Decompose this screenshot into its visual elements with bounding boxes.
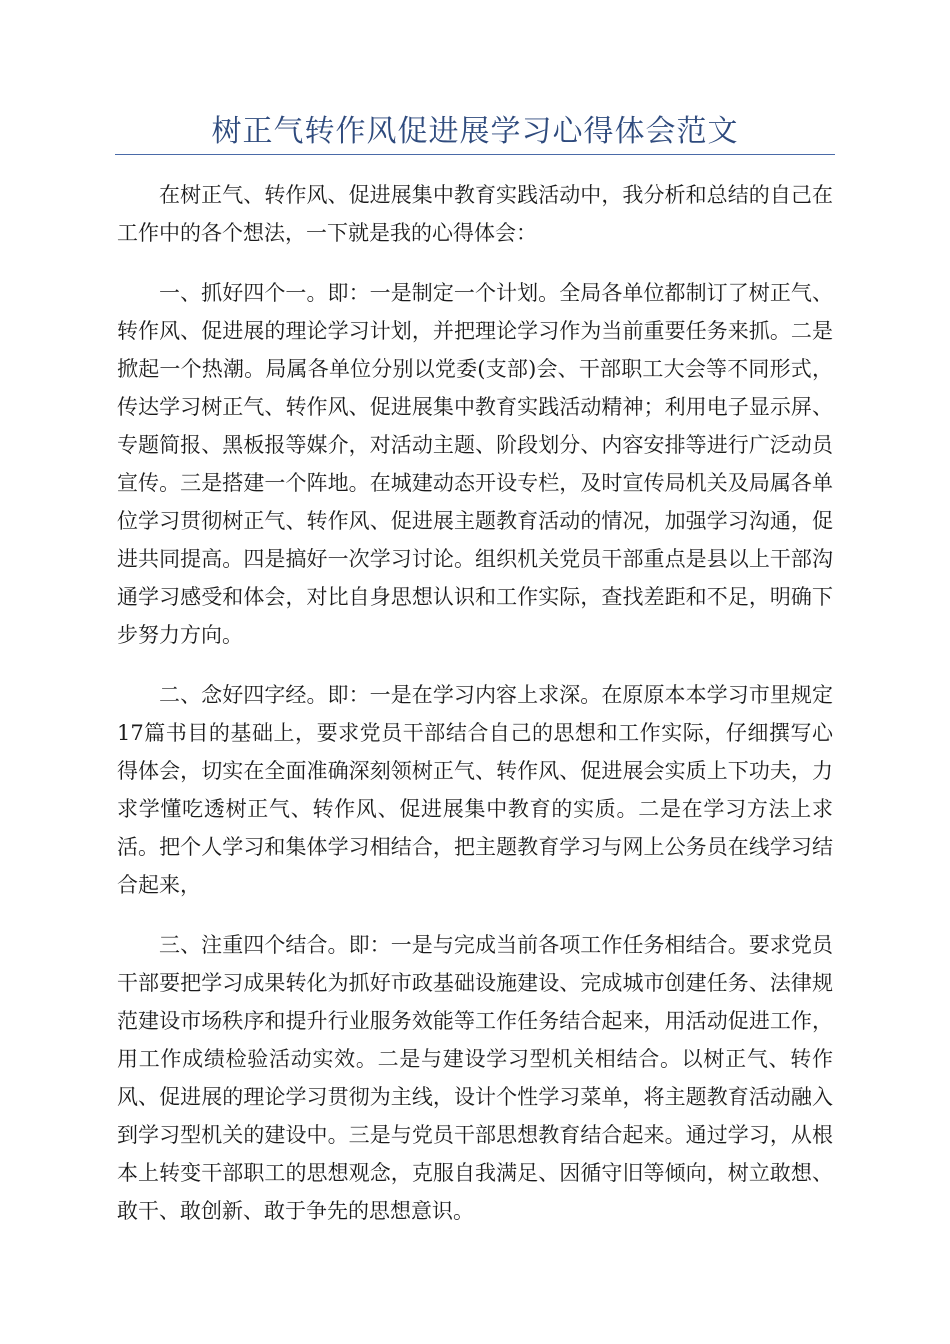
document-title: 树正气转作风促进展学习心得体会范文 xyxy=(211,114,739,149)
paragraph-intro: 在树正气、转作风、促进展集中教育实践活动中，我分析和总结的自己在工作中的各个想法，一下就是我的心得体会： xyxy=(117,183,833,245)
paragraph-section-1: 一、抓好四个一。即：一是制定一个计划。全局各单位都制订了树正气、转作风、促进展的理论学习计划，并把理论学习作为当前重要任务来抓。二是掀起一个热潮。局属各单位分别以党委(支部)会、干部职工大会等不同形式，传达学习树正气、转作风、促进展集中教育实践活动精神；利用电子显示屏、专题简报、黑板报等媒介，对活动主题、阶段划分、内容安排等进行广泛动员宣传。三是搭建一个阵地。在城建动态开设专栏，及时宣传局机关及局属各单位学习贯彻树正气、转作风、促进展主题教育活动的情况，加强学习沟通，促进共同提高。四是搞好一次学习讨论。组织机关党员干部重点是县以上干部沟通学习感受和体会，对比自身思想认识和工作实际，查找差距和不足，明确下步努力方向。 xyxy=(117,281,833,647)
document-body xyxy=(117,176,833,1252)
paragraph-section-2: 二、念好四字经。即：一是在学习内容上求深。在原原本本学习市里规定17篇书目的基础上，要求党员干部结合自己的思想和工作实际，仔细撰写心得体会，切实在全面准确深刻领树正气、转作风、促进展会实质上下功夫，力求学懂吃透树正气、转作风、促进展集中教育的实质。二是在学习方法上求活。把个人学习和集体学习相结合，把主题教育学习与网上公务员在线学习结合起来， xyxy=(117,683,833,897)
title-underline xyxy=(115,154,835,155)
paragraph-section-3: 三、注重四个结合。即：一是与完成当前各项工作任务相结合。要求党员干部要把学习成果转化为抓好市政基础设施建设、完成城市创建任务、法律规范建设市场秩序和提升行业服务效能等工作任务结合起来，用活动促进工作，用工作成绩检验活动实效。二是与建设学习型机关相结合。以树正气、转作风、促进展的理论学习贯彻为主线，设计个性学习菜单，将主题教育活动融入到学习型机关的建设中。三是与党员干部思想教育结合起来。通过学习，从根本上转变干部职工的思想观念，克服自我满足、因循守旧等倾向，树立敢想、敢干、敢创新、敢于争先的思想意识。 xyxy=(117,933,833,1223)
